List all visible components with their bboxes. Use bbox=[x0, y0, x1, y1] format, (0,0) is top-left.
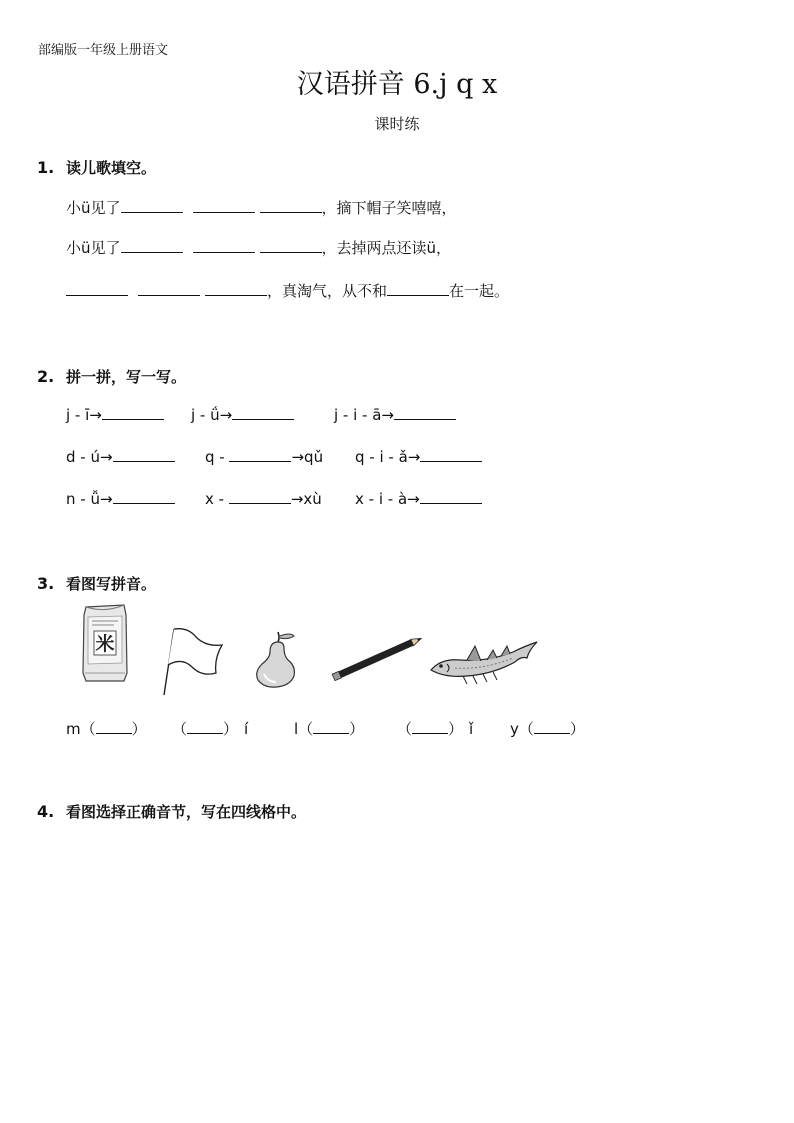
answer-blank[interactable] bbox=[394, 405, 456, 420]
answer-blank[interactable] bbox=[96, 719, 132, 734]
q3-open-paren: （ bbox=[172, 720, 188, 738]
question-2-number: 2. bbox=[37, 367, 55, 386]
q1-line-2 bbox=[66, 237, 451, 258]
answer-blank[interactable] bbox=[420, 489, 482, 504]
q2-row-3-item-2 bbox=[205, 489, 322, 508]
q2-prompt: q - i - ǎ→ bbox=[355, 448, 421, 466]
q2-prompt: d - ú→ bbox=[66, 448, 113, 466]
q3-answer-4 bbox=[397, 718, 473, 739]
q1-line-2-start: 小ü见了 bbox=[66, 239, 121, 257]
q2-prompt: j - ǘ→ bbox=[191, 406, 233, 424]
q1-line-3-end: 在一起。 bbox=[449, 282, 510, 300]
header-note: 部编版一年级上册语文 bbox=[38, 43, 169, 58]
answer-blank[interactable] bbox=[534, 719, 570, 734]
answer-blank[interactable] bbox=[313, 719, 349, 734]
q3-prefix: l（ bbox=[294, 720, 314, 738]
question-4-number: 4. bbox=[37, 802, 55, 821]
q1-line-1-end: ，摘下帽子笑嘻嘻， bbox=[321, 199, 457, 217]
question-4-text: 看图选择正确音节，写在四线格中。 bbox=[66, 803, 307, 821]
answer-blank[interactable] bbox=[102, 405, 164, 420]
answer-blank[interactable] bbox=[232, 405, 294, 420]
question-3-heading bbox=[37, 573, 156, 594]
q2-prompt: x - i - à→ bbox=[355, 490, 420, 508]
question-1-text: 读儿歌填空。 bbox=[66, 159, 157, 177]
answer-blank[interactable] bbox=[193, 238, 255, 253]
q2-row-1-item-2 bbox=[191, 405, 294, 424]
answer-blank[interactable] bbox=[121, 198, 183, 213]
q2-prompt: j - i - ā→ bbox=[334, 406, 394, 424]
page-title: 汉语拼音 6.j q x bbox=[296, 69, 498, 100]
q2-result: →qǔ bbox=[291, 448, 324, 466]
answer-blank[interactable] bbox=[113, 489, 175, 504]
q3-answer-5 bbox=[510, 718, 585, 739]
flag-picture bbox=[158, 625, 228, 697]
q3-close-paren: ） bbox=[569, 720, 585, 738]
question-3-text: 看图写拼音。 bbox=[66, 575, 157, 593]
answer-blank[interactable] bbox=[229, 489, 291, 504]
answer-blank[interactable] bbox=[387, 281, 449, 296]
q2-row-2-item-3 bbox=[355, 447, 482, 466]
q1-line-3 bbox=[66, 280, 509, 301]
question-1-heading bbox=[37, 157, 156, 178]
q1-line-1-start: 小ü见了 bbox=[66, 199, 121, 217]
q3-close-paren: ） bbox=[223, 720, 239, 738]
answer-blank[interactable] bbox=[205, 281, 267, 296]
q2-row-1-item-1 bbox=[66, 405, 164, 424]
answer-blank[interactable] bbox=[121, 238, 183, 253]
rice-character: 米 bbox=[95, 633, 115, 655]
q2-row-1-item-3 bbox=[334, 405, 456, 424]
answer-blank[interactable] bbox=[187, 719, 223, 734]
q3-suffix: í bbox=[244, 720, 249, 738]
q1-line-1 bbox=[66, 197, 457, 218]
answer-blank[interactable] bbox=[412, 719, 448, 734]
q2-result: →xù bbox=[290, 490, 322, 508]
answer-blank[interactable] bbox=[260, 238, 322, 253]
q3-close-paren: ） bbox=[131, 720, 147, 738]
q3-prefix: y（ bbox=[510, 720, 534, 738]
q2-prompt: x - bbox=[205, 490, 229, 508]
q3-close-paren: ） bbox=[349, 720, 365, 738]
q2-row-2-item-2 bbox=[205, 447, 323, 466]
page-subtitle: 课时练 bbox=[374, 115, 420, 133]
fish-picture bbox=[427, 636, 539, 686]
q2-row-3-item-1 bbox=[66, 489, 175, 508]
question-1-number: 1. bbox=[37, 158, 55, 177]
q3-close-paren: ） bbox=[448, 720, 464, 738]
q2-prompt: j - ī→ bbox=[66, 406, 102, 424]
answer-blank[interactable] bbox=[193, 198, 255, 213]
answer-blank[interactable] bbox=[66, 281, 128, 296]
q3-answer-3 bbox=[294, 718, 364, 739]
answer-blank[interactable] bbox=[138, 281, 200, 296]
answer-blank[interactable] bbox=[229, 447, 291, 462]
answer-blank[interactable] bbox=[113, 447, 175, 462]
answer-blank[interactable] bbox=[420, 447, 482, 462]
q2-prompt: q - bbox=[205, 448, 230, 466]
q3-answer-2 bbox=[172, 718, 248, 739]
question-3-number: 3. bbox=[37, 574, 55, 593]
q3-answer-1 bbox=[66, 718, 147, 739]
answer-blank[interactable] bbox=[260, 198, 322, 213]
pear-picture bbox=[250, 630, 298, 688]
q1-line-2-end: ，去掉两点还读ü， bbox=[321, 239, 452, 257]
q3-open-paren: （ bbox=[397, 720, 413, 738]
q1-line-3-mid: ，真淘气，从不和 bbox=[267, 282, 388, 300]
q2-prompt: n - ǚ→ bbox=[66, 490, 113, 508]
rice-bag-picture bbox=[80, 603, 130, 683]
question-2-text: 拼一拼，写一写。 bbox=[66, 368, 187, 386]
pencil-picture bbox=[322, 632, 426, 688]
question-4-heading bbox=[37, 801, 306, 822]
q3-prefix: m（ bbox=[66, 720, 96, 738]
q2-row-3-item-3 bbox=[355, 489, 482, 508]
q2-row-2-item-1 bbox=[66, 447, 175, 466]
question-2-heading bbox=[37, 366, 186, 387]
q3-suffix: ǐ bbox=[469, 720, 474, 738]
